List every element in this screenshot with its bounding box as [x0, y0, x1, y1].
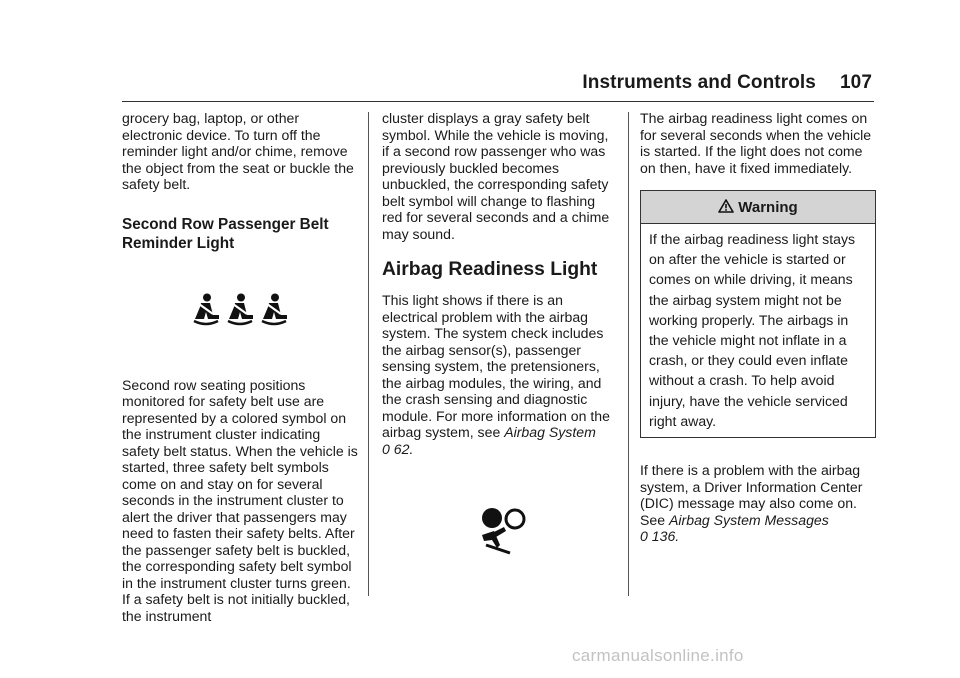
- column-3: [640, 110, 876, 545]
- section-title: Instruments and Controls: [582, 72, 816, 93]
- warning-box: [640, 190, 876, 438]
- paragraph-text: This light shows if there is an electrical problem with the airbag system. The system check includes the airbag sensor(s), passenger sensing system, the pretensioners, the airbag modules, the wiring, and the crash sensing and diagnostic module. For more information on the airbag system, see: [382, 292, 610, 440]
- warning-text: If the airbag readiness light stays on after the vehicle is started or comes on while driving, it means the airbag system might not be working properly. The airbags in the vehicle might not inflate in a crash, or they could even inflate without a crash. To help avoid injury, have the vehicle serviced right away.: [649, 231, 856, 429]
- section-heading: Second Row Passenger Belt Reminder Light: [122, 215, 329, 252]
- paragraph: grocery bag, laptop, or other electronic device. To turn off the reminder light and/or chime, remove the object from the seat or buckle the safety belt.: [122, 110, 354, 192]
- page-header: [560, 72, 872, 94]
- paragraph-text: If there is a problem with the airbag system, a Driver Information Center (DIC) message may also come on. See: [640, 462, 863, 528]
- page-ref-icon: 0: [640, 528, 648, 545]
- cross-reference-page[interactable]: 136.: [651, 528, 680, 545]
- paragraph: The airbag readiness light comes on for several seconds when the vehicle is started. If the light does not come on then, have it fixed immediately.: [640, 110, 872, 176]
- cross-reference-page[interactable]: 62.: [393, 440, 414, 457]
- section-heading: Airbag Readiness Light: [382, 259, 598, 280]
- column-divider: [368, 112, 369, 596]
- warning-triangle-icon: [718, 199, 734, 213]
- paragraph: cluster displays a gray safety belt symbol. While the vehicle is moving, if a second row passenger who was previously buckled becomes unbuckled, the corresponding safety belt symbol will change to flashing red for several seconds and a chime may sound.: [382, 110, 610, 242]
- seatbelt-icon: [225, 293, 255, 327]
- page-number: 107: [839, 72, 872, 93]
- seatbelt-icon-row: [122, 293, 358, 333]
- watermark: carmanualsonline.info: [572, 646, 744, 665]
- paragraph: [640, 462, 876, 545]
- warning-header: [641, 191, 875, 224]
- cross-reference-link[interactable]: Airbag System: [504, 424, 596, 440]
- paragraph: [382, 292, 618, 457]
- airbag-icon-wrap: [382, 505, 618, 559]
- column-1: [122, 110, 358, 624]
- paragraph: Second row seating positions monitored for safety belt use are represented by a colored symbol on the instrument cluster indicating safety belt status. When the vehicle is started, three safety belt symbols come on and stay on for several seconds in the instrument cluster to alert the driver that passengers may need to fasten their safety belts. After the passenger safety belt is buckled, the corresponding safety belt symbol in the instrument cluster turns green. If a safety belt is not initially buckled, the instrument: [122, 376, 358, 624]
- column-2: [382, 110, 618, 559]
- seatbelt-icon: [259, 293, 289, 327]
- cross-reference-link[interactable]: Airbag System Messages: [669, 511, 829, 528]
- header-rule: [122, 101, 874, 102]
- airbag-icon: [478, 505, 528, 555]
- column-divider: [628, 112, 629, 596]
- page-ref-icon: 0: [382, 440, 390, 457]
- warning-title: Warning: [738, 199, 798, 216]
- seatbelt-icon: [191, 293, 221, 327]
